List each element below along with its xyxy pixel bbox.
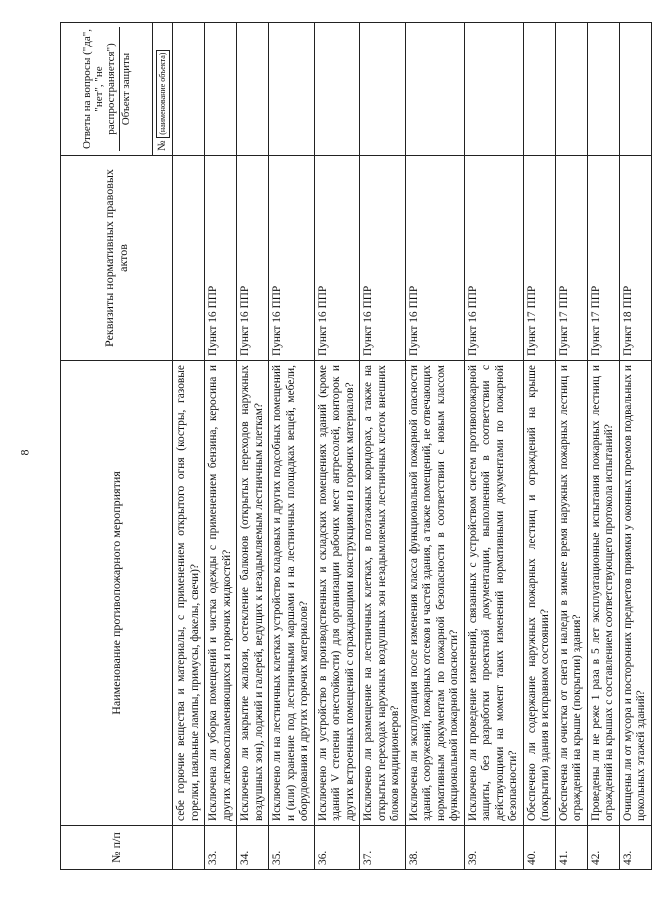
table-row — [205, 23, 237, 870]
header-answer-label: Ответы на вопросы ("да", "нет", "не распространяется") — [81, 29, 117, 149]
row-measure-text: Обеспечена ли очистка от снега и наледи в зимнее время наружных пожарных лестниц и ограждений на крыше (покрытии) здания? — [555, 361, 587, 826]
header-object-number — [153, 23, 173, 156]
row-answer-cell[interactable] — [269, 23, 315, 156]
row-answer-cell[interactable] — [523, 23, 555, 156]
row-reference: Пункт 16 ППР — [360, 156, 406, 361]
row-reference: Пункт 16 ППР — [237, 156, 269, 361]
row-answer-cell[interactable] — [619, 23, 651, 156]
row-number: 42. — [587, 826, 619, 870]
row-number: 39. — [464, 826, 523, 870]
row-answer-cell[interactable] — [405, 23, 464, 156]
header-object-num-label: № — [155, 140, 168, 151]
row-measure-text: Обеспечено ли содержание наружных пожарных лестниц и ограждений на крыше (покрытии) здания в исправном состоянии? — [523, 361, 555, 826]
row-reference: Пункт 17 ППР — [587, 156, 619, 361]
checklist-table — [60, 22, 652, 870]
row-measure-text: Очищены ли от мусора и посторонних предметов приямки у оконных проемов подвальных и цокольных этажей зданий? — [619, 361, 651, 826]
row-number — [173, 826, 205, 870]
table-row — [314, 23, 360, 870]
row-answer-cell[interactable] — [360, 23, 406, 156]
table-row — [587, 23, 619, 870]
row-number: 37. — [360, 826, 406, 870]
row-answer-cell[interactable] — [464, 23, 523, 156]
rotated-table-container — [60, 23, 647, 870]
row-number: 43. — [619, 826, 651, 870]
row-number: 35. — [269, 826, 315, 870]
row-reference: Пункт 17 ППР — [555, 156, 587, 361]
header-name: Наименование противопожарного мероприятия — [61, 361, 173, 826]
row-number: 40. — [523, 826, 555, 870]
table-row — [523, 23, 555, 870]
row-answer-cell[interactable] — [587, 23, 619, 156]
row-reference: Пункт 16 ППР — [405, 156, 464, 361]
row-answer-cell[interactable] — [237, 23, 269, 156]
row-reference: Пункт 18 ППР — [619, 156, 651, 361]
row-number: 36. — [314, 826, 360, 870]
row-measure-text: Исключено ли проведение изменений, связанных с устройством систем противопожарной защиты, без разработки проектной документации, выполненной в соответствии с действующими на момент таких изменений нормативными документами по пожарной безопасности? — [464, 361, 523, 826]
header-object: Объект защиты — [119, 27, 132, 151]
row-answer-cell[interactable] — [555, 23, 587, 156]
header-reference: Реквизиты нормативных правовых актов — [61, 156, 173, 361]
page-number: 8 — [17, 449, 32, 456]
row-answer-cell[interactable] — [205, 23, 237, 156]
row-reference: Пункт 16 ППР — [269, 156, 315, 361]
header-answer — [61, 23, 153, 156]
header-number: № п/п — [61, 826, 173, 870]
row-reference: Пункт 17 ППР — [523, 156, 555, 361]
row-measure-text: Исключено ли размещение на лестничных клетках, в поэтажных коридорах, а также на открытых переходах наружных воздушных зон незадымляемых лестничных клеток внешних блоков кондиционеров? — [360, 361, 406, 826]
row-reference: Пункт 16 ППР — [464, 156, 523, 361]
row-answer-cell[interactable] — [314, 23, 360, 156]
table-row — [173, 23, 205, 870]
row-number: 33. — [205, 826, 237, 870]
row-measure-text: Исключено ли закрытие жалюзи, остекление балконов (открытых переходов наружных воздушных зон), лоджий и галерей, ведущих к незадымляемым лестничным клеткам? — [237, 361, 269, 826]
row-measure-text: Исключена ли эксплуатация после изменения класса функциональной пожарной опасности зданий, сооружений, пожарных отсеков и частей здания, а также помещений, не отвечающих нормативным документам по пожарной безопасности в соответствии с новым классом функциональной пожарной опасности? — [405, 361, 464, 826]
row-reference: Пункт 16 ППР — [205, 156, 237, 361]
table-row — [555, 23, 587, 870]
row-answer-cell[interactable] — [173, 23, 205, 156]
row-number: 41. — [555, 826, 587, 870]
table-row — [360, 23, 406, 870]
row-number: 34. — [237, 826, 269, 870]
table-row — [464, 23, 523, 870]
row-measure-text: Исключено ли устройство в производственных и складских помещениях зданий (кроме зданий V степени огнестойкости) для организации рабочих мест антресолей, конторок и других встроенных помещений с ограждающими конструкциями из горючих материалов? — [314, 361, 360, 826]
row-reference — [173, 156, 205, 361]
row-measure-text: себе горючие вещества и материалы, с применением открытого огня (костры, газовые горелки, паяльные лампы, примусы, факелы, свечи)? — [173, 361, 205, 826]
row-number: 38. — [405, 826, 464, 870]
header-object-name: (наименование объекта) — [156, 50, 170, 138]
row-measure-text: Проведены ли не реже 1 раза в 5 лет эксплуатационные испытания пожарных лестниц и ограждений на крышах с составлением соответствующего протокола испытаний? — [587, 361, 619, 826]
row-measure-text: Исключено ли на лестничных клетках устройство кладовых и других подсобных помещений и (или) хранение под лестничными маршами и на лестничных площадках вещей, мебели, оборудования и других горючих материалов? — [269, 361, 315, 826]
table-row — [619, 23, 651, 870]
row-measure-text: Исключена ли уборка помещений и чистка одежды с применением бензина, керосина и других легковоспламеняющихся и горючих жидкостей? — [205, 361, 237, 826]
table-row — [405, 23, 464, 870]
table-row — [269, 23, 315, 870]
table-body — [173, 23, 652, 870]
table-row — [237, 23, 269, 870]
row-reference: Пункт 16 ППР — [314, 156, 360, 361]
